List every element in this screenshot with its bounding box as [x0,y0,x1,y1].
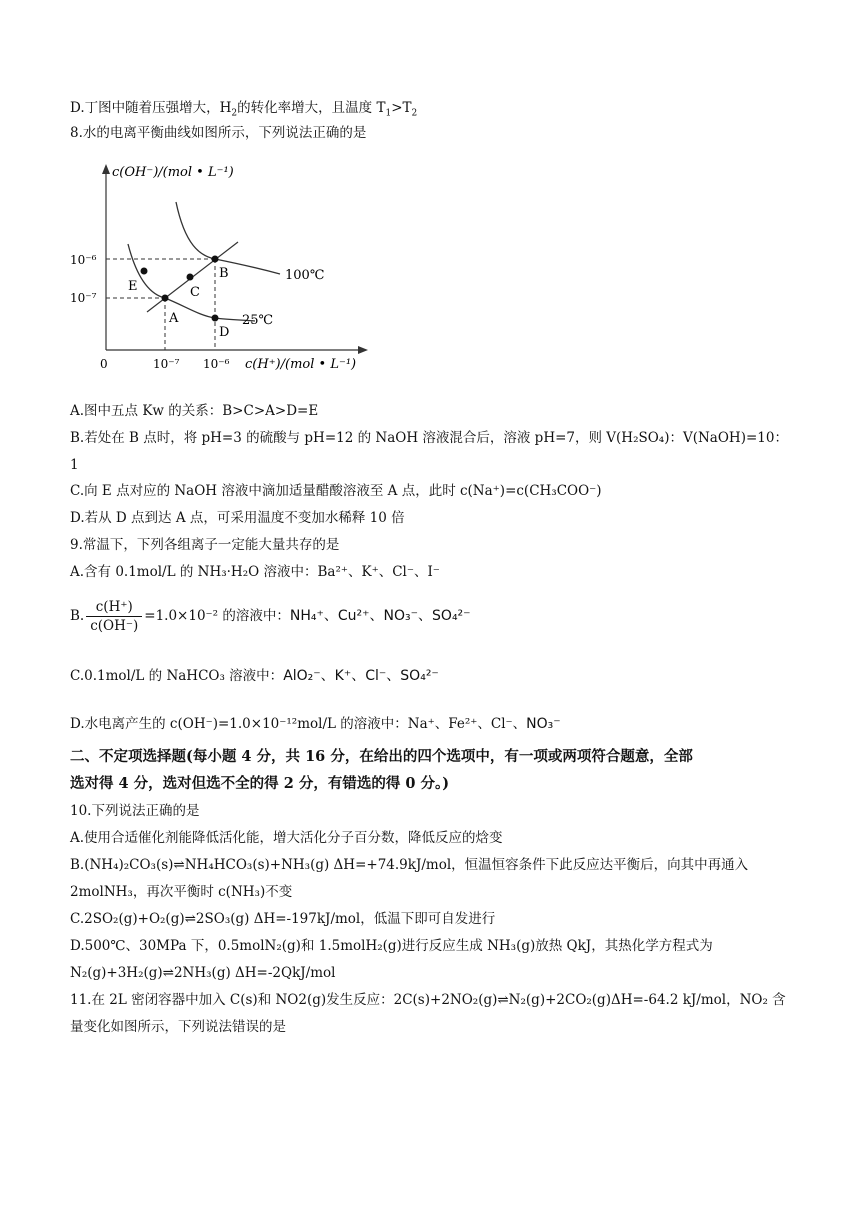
q11-stem-line1: 11.在 2L 密闭容器中加入 C(s)和 NO2(g)发生反应：2C(s)+2NO₂(g)⇌N₂(g)+2CO₂(g)ΔH=-64.2 kJ/mol，NO₂ 含 [70,992,786,1008]
x-axis-label: c(H⁺)/(mol • L⁻¹) [245,357,357,372]
q9c-text: C.0.1mol/L 的 NaHCO₃ 溶液中： [70,668,284,684]
q9-option-a: A.含有 0.1mol/L 的 NH₃·H₂O 溶液中：Ba²⁺、K⁺、Cl⁻、I⁻ [70,564,440,580]
q10-option-a: A.使用合适催化剂能降低活化能，增大活化分子百分数，降低反应的焓变 [70,830,503,846]
y-axis-label: c(OH⁻)/(mol • L⁻¹) [112,165,234,180]
origin-label: 0 [100,357,108,371]
q8-option-a: A.图中五点 Kw 的关系：B>C>A>D=E [70,403,319,419]
q9b-fraction [86,598,142,635]
q9b-denominator: c(OH⁻) [90,618,139,634]
curve-100c [176,202,280,274]
q9b-prefix: B. [70,608,85,624]
label-c: C [190,285,200,300]
point-d [212,315,219,322]
curve-label-100c: 100℃ [285,268,325,283]
q10-option-d-line1: D.500℃、30MPa 下，0.5molN₂(g)和 1.5molH₂(g)进行反应生成 NH₃(g)放热 QkJ，其热化学方程式为 [70,938,713,954]
q8-option-b-line2: 1 [70,457,79,473]
point-b [212,256,219,263]
q9d-text: D.水电离产生的 c(OH⁻)=1.0×10⁻¹²mol/L 的溶液中：Na⁺、Fe²⁺、Cl⁻、 [70,716,527,732]
point-e [141,268,148,275]
q9-stem: 9.常温下，下列各组离子一定能大量共存的是 [70,537,340,553]
x-axis-arrow-icon [358,346,368,354]
q9-option-d [70,714,561,734]
section2-title-line2: 选对得 4 分，选对但选不全的得 2 分，有错选的得 0 分。) [70,775,450,792]
q9b-numerator: c(H⁺) [86,598,142,617]
label-b: B [219,266,229,281]
q11-stem-line2: 量变化如图所示，下列说法错误的是 [70,1019,286,1035]
q7-option-d: D.丁图中随着压强增大，$H_2$的转化率增大，且温度 $T_1>T_2$ [70,100,418,119]
q8-stem: 8.水的电离平衡曲线如图所示，下列说法正确的是 [70,125,367,141]
q9b-ions: NH₄⁺、Cu²⁺、NO₃⁻、SO₄²⁻ [289,608,471,624]
curve-25c [128,244,255,321]
q10-option-c: C.2SO₂(g)+O₂(g)⇌2SO₃(g) ΔH=-197kJ/mol，低温下即可自发进行 [70,911,496,927]
q7d-mid: 的转化率增大，且温度 T [237,100,386,116]
water-ionization-figure [70,160,370,378]
q7d-gt: >T [391,100,412,116]
q9-option-b [70,598,471,635]
ytick-1e-7: 10⁻⁷ [70,291,97,305]
label-a: A [169,311,179,326]
xtick-1e-6: 10⁻⁶ [203,357,230,371]
label-e: E [128,279,138,294]
xtick-1e-7: 10⁻⁷ [153,357,180,371]
ytick-1e-6: 10⁻⁶ [70,253,97,267]
q9-option-c [70,666,439,686]
q8-option-d: D.若从 D 点到达 A 点，可采用温度不变加水稀释 10 倍 [70,510,405,526]
q7d-prefix: D.丁图中随着压强增大，H [70,100,232,116]
y-axis-arrow-icon [102,164,110,174]
q10-option-b-line1: B.(NH₄)₂CO₃(s)⇌NH₄HCO₃(s)+NH₃(g) ΔH=+74.9kJ/mol，恒温恒容条件下此反应达平衡后，向其中再通入 [70,857,749,873]
q8-option-b-line1: B.若处在 B 点时，将 pH=3 的硫酸与 pH=12 的 NaOH 溶液混合后，溶液 pH=7，则 V(H₂SO₄)：V(NaOH)=10： [70,430,788,446]
curve-label-25c: 25℃ [242,313,274,328]
q10-option-b-line2: 2molNH₃，再次平衡时 c(NH₃)不变 [70,884,293,900]
q10-option-d-line2: N₂(g)+3H₂(g)⇌2NH₃(g) ΔH=-2QkJ/mol [70,965,336,981]
q9b-rest: =1.0×10⁻² 的溶液中： [144,608,290,624]
point-c [187,274,194,281]
q9c-ions: AlO₂⁻、K⁺、Cl⁻、SO₄²⁻ [283,668,439,684]
label-d: D [219,325,230,340]
point-a [162,295,169,302]
q8-option-c: C.向 E 点对应的 NaOH 溶液中滴加适量醋酸溶液至 A 点，此时 c(Na⁺)=c(CH₃COO⁻) [70,483,602,499]
q10-stem: 10.下列说法正确的是 [70,803,200,819]
q9d-ion: NO₃⁻ [526,716,561,732]
section2-title-line1: 二、不定项选择题(每小题 4 分，共 16 分，在给出的四个选项中，有一项或两项符合题意，全部 [70,748,693,765]
